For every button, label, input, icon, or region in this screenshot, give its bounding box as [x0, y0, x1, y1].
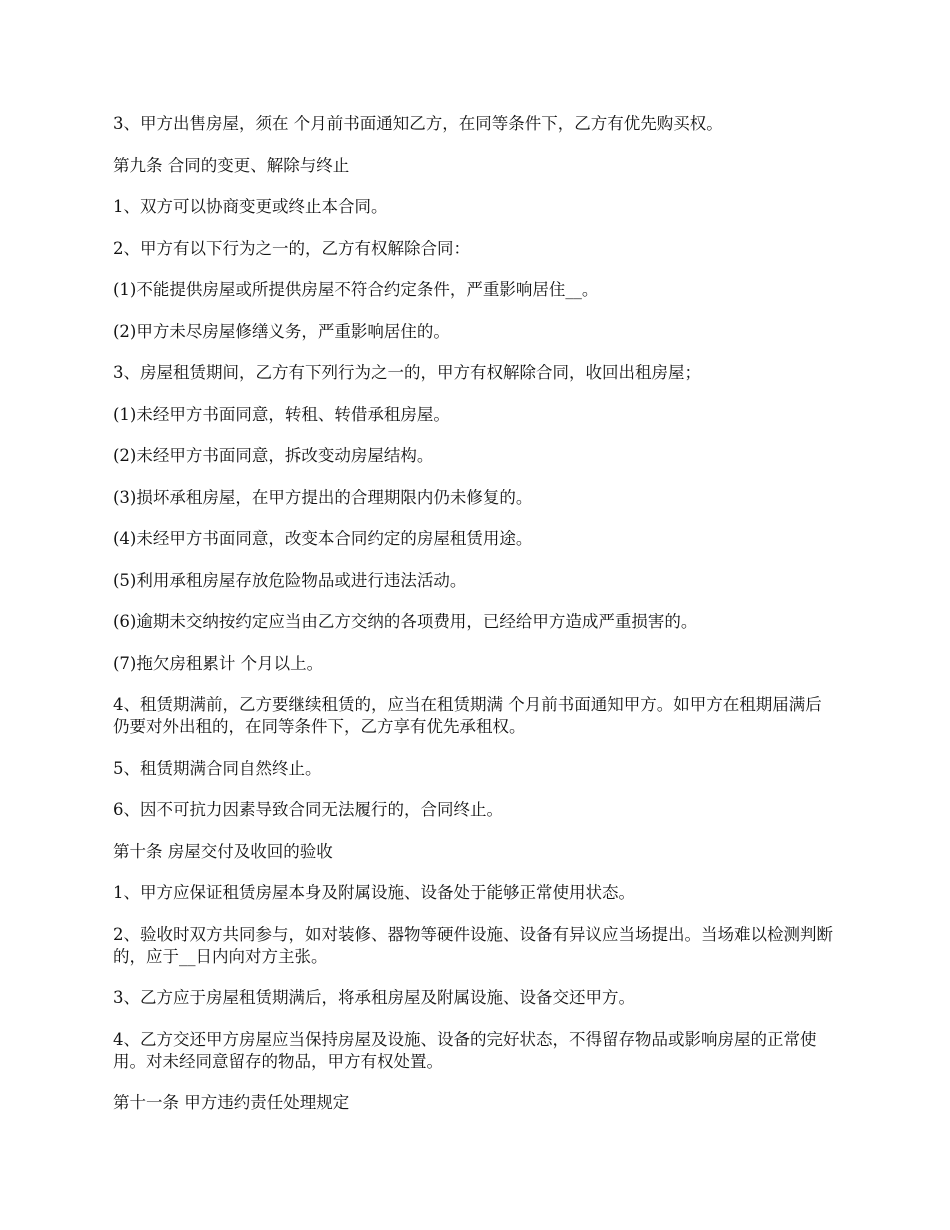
clause-9-item-1: 1、双方可以协商变更或终止本合同。: [113, 197, 388, 216]
clause-9-item-3-sub-5: (5)利用承租房屋存放危险物品或进行违法活动。: [113, 570, 467, 590]
clause-9-item-2: 2、甲方有以下行为之一的，乙方有权解除合同：: [113, 238, 470, 258]
clause-8-item-3: 3、甲方出售房屋，须在 个月前书面通知乙方，在同等条件下，乙方有优先购买权。: [113, 114, 723, 133]
document-body: [113, 113, 837, 1134]
clause-9-item-5: 5、租赁期满合同自然终止。: [113, 758, 322, 778]
clause-9-item-3: 3、房屋租赁期间，乙方有下列行为之一的，甲方有权解除合同，收回出租房屋；: [113, 363, 701, 382]
clause-9-item-3-sub-6: (6)逾期未交纳按约定应当由乙方交纳的各项费用，已经给甲方造成严重损害的。: [113, 612, 698, 631]
clause-9-item-3-sub-3: (3)损坏承租房屋，在甲方提出的合理期限内仍未修复的。: [113, 487, 533, 507]
clause-9-item-3-sub-7: (7)拖欠房租累计 个月以上。: [113, 653, 324, 673]
article-11-heading: 第十一条 甲方违约责任处理规定: [113, 1093, 350, 1112]
clause-10-item-2: 2、验收时双方共同参与，如对装修、器物等硬件设施、设备有异议应当场提出。当场难以检测判断的，应于__日内向对方主张。: [113, 924, 833, 966]
article-10-heading: 第十条 房屋交付及收回的验收: [113, 841, 333, 861]
clause-9-item-4: 4、租赁期满前，乙方要继续租赁的，应当在租赁期满 个月前书面通知甲方。如甲方在租期届满后仍要对外出租的，在同等条件下，乙方享有优先承租权。: [113, 695, 822, 736]
clause-10-item-1: 1、甲方应保证租赁房屋本身及附属设施、设备处于能够正常使用状态。: [113, 883, 635, 902]
clause-10-item-3: 3、乙方应于房屋租赁期满后，将承租房屋及附属设施、设备交还甲方。: [113, 988, 635, 1007]
clause-10-item-4: 4、乙方交还甲方房屋应当保持房屋及设施、设备的完好状态，不得留存物品或影响房屋的正常使用。对未经同意留存的物品，甲方有权处置。: [113, 1029, 817, 1071]
clause-9-item-3-sub-4: (4)未经甲方书面同意，改变本合同约定的房屋租赁用途。: [113, 529, 533, 548]
clause-9-item-2-sub-1: (1)不能提供房屋或所提供房屋不符合约定条件，严重影响居住__。: [113, 280, 599, 299]
clause-9-item-3-sub-1: (1)未经甲方书面同意，转租、转借承租房屋。: [113, 404, 450, 424]
clause-9-item-3-sub-2: (2)未经甲方书面同意，拆改变动房屋结构。: [113, 446, 434, 465]
clause-9-item-2-sub-2: (2)甲方未尽房屋修缮义务，严重影响居住的。: [113, 321, 450, 341]
clause-9-item-6: 6、因不可抗力因素导致合同无法履行的，合同终止。: [113, 800, 503, 819]
article-9-heading: 第九条 合同的变更、解除与终止: [113, 155, 350, 175]
